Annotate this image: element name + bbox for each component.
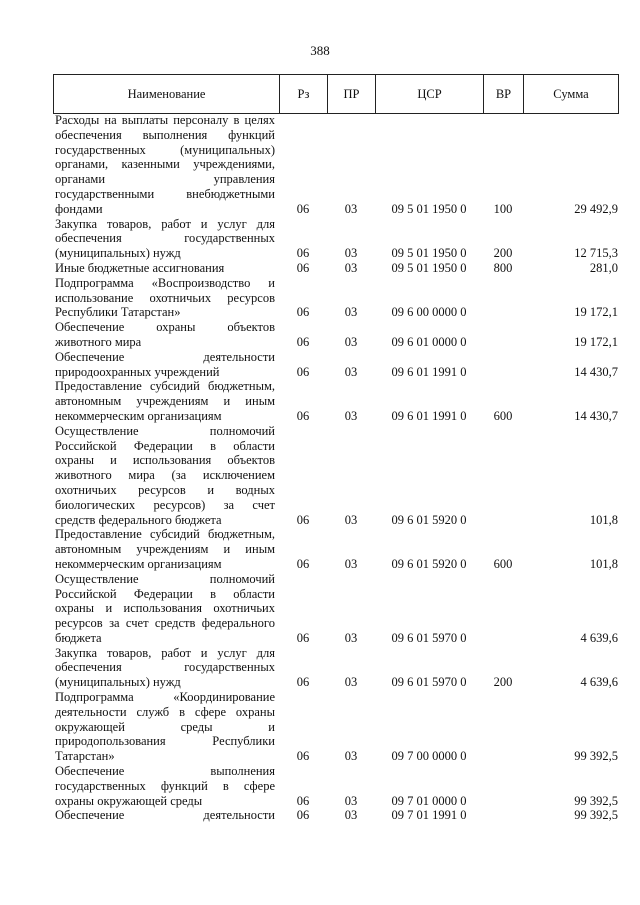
row-sum: 281,0	[589, 260, 618, 275]
row-name-line: государственными внебюджетными	[55, 186, 275, 201]
row-name-line: биологических ресурсов) за счет	[55, 497, 275, 512]
table-row	[53, 527, 618, 571]
row-sum: 4 639,6	[580, 675, 618, 690]
row-csr: 09 6 01 5920 0	[391, 556, 467, 571]
table-body	[53, 113, 618, 823]
row-sum: 14 430,7	[574, 364, 618, 379]
row-rz: 06	[296, 201, 310, 216]
row-csr: 09 6 01 1991 0	[391, 408, 467, 423]
row-pr: 03	[344, 749, 358, 764]
row-vr: 800	[493, 260, 513, 275]
row-rz: 06	[296, 749, 310, 764]
row-pr: 03	[344, 808, 358, 823]
row-rz: 06	[296, 334, 310, 349]
row-name-line: Расходы на выплаты персоналу в целях	[55, 113, 275, 127]
row-csr: 09 6 01 5970 0	[391, 630, 467, 645]
row-csr: 09 7 01 1991 0	[391, 808, 467, 823]
table-row	[53, 690, 618, 764]
row-name-line: животного мира (за исключением	[55, 468, 275, 483]
row-name-line: (муниципальных) нужд	[55, 675, 181, 690]
row-name-line: автономным учреждениям и иным	[55, 394, 275, 409]
row-name-line: государственных (муниципальных)	[55, 142, 275, 157]
row-name-line: деятельности служб в сфере охраны	[55, 704, 275, 719]
table-row	[53, 113, 618, 217]
table-row	[53, 379, 618, 423]
table-row	[53, 572, 618, 646]
row-csr: 09 5 01 1950 0	[391, 260, 467, 275]
row-csr: 09 6 01 5920 0	[391, 512, 467, 527]
row-pr: 03	[344, 793, 358, 808]
row-name	[53, 646, 279, 690]
row-name-line: Российской Федерации в области	[55, 438, 275, 453]
row-name	[53, 764, 279, 808]
row-sum: 29 492,9	[574, 201, 618, 216]
row-name-line: животного мира	[55, 334, 142, 349]
table-row	[53, 261, 618, 276]
row-name-line: Татарстан»	[55, 749, 115, 764]
row-csr: 09 6 01 1991 0	[391, 364, 467, 379]
row-vr: 100	[493, 201, 513, 216]
row-name	[53, 320, 279, 350]
row-name-line: охраны и использования объектов	[55, 453, 275, 468]
row-sum: 4 639,6	[580, 630, 618, 645]
row-pr: 03	[344, 556, 358, 571]
header-sum: Сумма	[524, 75, 619, 114]
row-csr: 09 6 01 0000 0	[391, 334, 467, 349]
table-row	[53, 217, 618, 261]
row-name-line: некоммерческим организациям	[55, 408, 222, 423]
table-row	[53, 320, 618, 350]
table-header	[53, 74, 619, 114]
row-name-line: Подпрограмма «Координирование	[55, 690, 275, 705]
row-name-line: обеспечения государственных	[55, 231, 275, 246]
row-name-line: Осуществление полномочий	[55, 423, 275, 438]
row-name-line: Обеспечение деятельности	[55, 349, 275, 364]
row-name-line: окружающей среды и	[55, 719, 275, 734]
row-rz: 06	[296, 408, 310, 423]
row-pr: 03	[344, 512, 358, 527]
row-rz: 06	[296, 305, 310, 320]
row-name-line: природоохранных учреждений	[55, 364, 220, 379]
row-name	[53, 690, 279, 764]
row-name-line: природопользования Республики	[55, 734, 275, 749]
row-vr: 600	[493, 408, 513, 423]
row-name-line: фондами	[55, 201, 103, 216]
table-row	[53, 276, 618, 320]
row-name-line: использование охотничьих ресурсов	[55, 290, 275, 305]
table-row	[53, 646, 618, 690]
row-name	[53, 113, 279, 217]
row-rz: 06	[296, 246, 310, 261]
row-name-line: средств федерального бюджета	[55, 512, 222, 527]
row-name-line: ресурсов за счет средств федерального	[55, 616, 275, 631]
row-name-line: органами управления	[55, 172, 275, 187]
row-name-line: (муниципальных) нужд	[55, 246, 181, 261]
row-pr: 03	[344, 675, 358, 690]
row-name-line: Обеспечение выполнения	[55, 764, 275, 779]
row-name-line: обеспечения государственных	[55, 660, 275, 675]
row-csr: 09 6 00 0000 0	[391, 305, 467, 320]
row-name-line: Обеспечение охраны объектов	[55, 320, 275, 335]
header-pr: ПР	[328, 75, 376, 114]
row-name-line: охраны окружающей среды	[55, 793, 203, 808]
row-sum: 19 172,1	[574, 334, 618, 349]
row-sum: 99 392,5	[574, 749, 618, 764]
row-csr: 09 5 01 1950 0	[391, 246, 467, 261]
header-name: Наименование	[54, 75, 280, 114]
row-sum: 14 430,7	[574, 408, 618, 423]
table-row	[53, 350, 618, 380]
row-name	[53, 217, 279, 261]
row-name	[53, 350, 279, 380]
header-rz: Рз	[280, 75, 328, 114]
row-pr: 03	[344, 408, 358, 423]
row-name-line: охотничьих ресурсов и водных	[55, 482, 275, 497]
row-sum: 101,8	[589, 512, 618, 527]
row-name-line: Обеспечение деятельности	[55, 808, 275, 823]
row-sum: 99 392,5	[574, 793, 618, 808]
row-name-line: охраны и использования охотничьих	[55, 601, 275, 616]
row-pr: 03	[344, 364, 358, 379]
row-name-line: государственных функций в сфере	[55, 778, 275, 793]
row-name	[53, 572, 279, 646]
row-csr: 09 6 01 5970 0	[391, 675, 467, 690]
row-pr: 03	[344, 260, 358, 275]
row-csr: 09 5 01 1950 0	[391, 201, 467, 216]
row-name-line: обеспечения выполнения функций	[55, 127, 275, 142]
row-pr: 03	[344, 246, 358, 261]
row-rz: 06	[296, 793, 310, 808]
row-name-line: бюджета	[55, 630, 102, 645]
row-name	[53, 276, 279, 320]
row-name	[53, 424, 279, 528]
row-pr: 03	[344, 201, 358, 216]
row-name-line: Республики Татарстан»	[55, 305, 181, 320]
row-name-line: Осуществление полномочий	[55, 571, 275, 586]
row-name	[53, 808, 279, 823]
row-name	[53, 379, 279, 423]
row-sum: 101,8	[589, 556, 618, 571]
row-name-line: Российской Федерации в области	[55, 586, 275, 601]
row-rz: 06	[296, 675, 310, 690]
row-rz: 06	[296, 556, 310, 571]
row-name-line: автономным учреждениям и иным	[55, 542, 275, 557]
row-name-line: Закупка товаров, работ и услуг для	[55, 645, 275, 660]
page-number: 388	[310, 43, 330, 58]
row-pr: 03	[344, 305, 358, 320]
row-name-line: некоммерческим организациям	[55, 556, 222, 571]
row-csr: 09 7 00 0000 0	[391, 749, 467, 764]
row-rz: 06	[296, 630, 310, 645]
header-vr: ВР	[484, 75, 524, 114]
row-name-line: Предоставление субсидий бюджетным,	[55, 527, 275, 542]
row-sum: 99 392,5	[574, 808, 618, 823]
table-row	[53, 808, 618, 823]
row-name-line: Предоставление субсидий бюджетным,	[55, 379, 275, 394]
row-name-line: Подпрограмма «Воспроизводство и	[55, 275, 275, 290]
row-name-line: органами, казенными учреждениями,	[55, 157, 275, 172]
row-vr: 200	[493, 246, 513, 261]
row-csr: 09 7 01 0000 0	[391, 793, 467, 808]
row-name-line: Иные бюджетные ассигнования	[55, 260, 225, 275]
row-pr: 03	[344, 334, 358, 349]
table-row	[53, 424, 618, 528]
row-vr: 600	[493, 556, 513, 571]
table-row	[53, 764, 618, 808]
row-name	[53, 527, 279, 571]
row-rz: 06	[296, 512, 310, 527]
header-csr: ЦСР	[376, 75, 484, 114]
row-rz: 06	[296, 808, 310, 823]
row-rz: 06	[296, 260, 310, 275]
row-rz: 06	[296, 364, 310, 379]
row-name	[53, 261, 279, 276]
row-pr: 03	[344, 630, 358, 645]
row-vr: 200	[493, 675, 513, 690]
row-sum: 12 715,3	[574, 246, 618, 261]
row-name-line: Закупка товаров, работ и услуг для	[55, 216, 275, 231]
row-sum: 19 172,1	[574, 305, 618, 320]
